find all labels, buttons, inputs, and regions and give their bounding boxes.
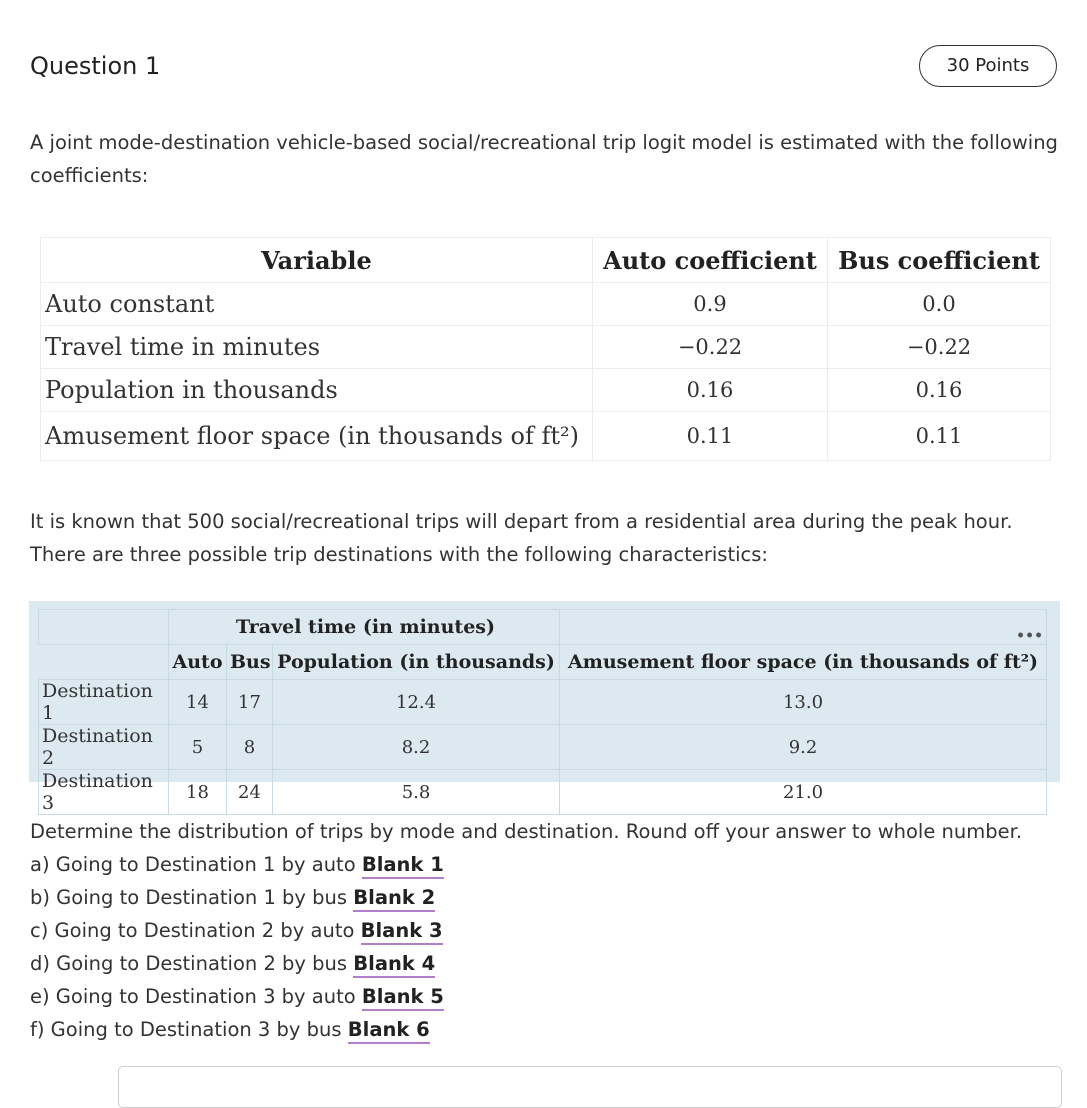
bus-coef-cell: 0.0 [828, 283, 1051, 326]
auto-time-cell: 14 [169, 680, 227, 725]
blank-2-dropdown[interactable]: Blank 2 [353, 886, 435, 912]
empty-header-cell [39, 610, 169, 645]
auto-coef-cell: 0.9 [593, 283, 828, 326]
auto-time-cell: 5 [169, 725, 227, 770]
bus-coef-cell: −0.22 [828, 326, 1051, 369]
auto-coef-cell: 0.11 [593, 412, 828, 461]
variable-cell: Amusement floor space (in thousands of ft²) [41, 412, 593, 461]
header-bus: Bus [227, 645, 273, 680]
part-item [30, 947, 1060, 980]
part-prompt: e) Going to Destination 3 by auto [30, 985, 356, 1008]
header-variable: Variable [41, 238, 593, 283]
destination-table-panel [29, 601, 1060, 814]
variable-cell: Population in thousands [41, 369, 593, 412]
population-cell: 8.2 [273, 725, 560, 770]
answer-box[interactable] [118, 1066, 1062, 1108]
question-context: It is known that 500 social/recreational trips will depart from a residential area during the peak hour. There are three possible trip destinations with the following characteristics: [30, 510, 1013, 566]
floor-space-cell: 9.2 [560, 725, 1047, 770]
part-item [30, 914, 1060, 947]
part-prompt: b) Going to Destination 1 by bus [30, 886, 348, 909]
header-population: Population (in thousands) [273, 645, 560, 680]
variable-cell: Auto constant [41, 283, 593, 326]
part-item [30, 980, 1060, 1013]
part-prompt: c) Going to Destination 2 by auto [30, 919, 355, 942]
part-item [30, 881, 1060, 914]
table-row [41, 369, 1051, 412]
variable-cell: Travel time in minutes [41, 326, 593, 369]
destination-name-cell: Destination 1 [39, 680, 169, 725]
destination-name-cell: Destination 3 [39, 770, 169, 815]
blank-6-dropdown[interactable]: Blank 6 [348, 1018, 430, 1044]
part-item [30, 848, 1060, 881]
part-list [30, 848, 1060, 1046]
table-row [39, 770, 1047, 815]
more-options-icon[interactable]: ••• [560, 610, 1047, 645]
coefficient-table [40, 237, 1051, 461]
floor-space-cell: 21.0 [560, 770, 1047, 815]
population-cell: 12.4 [273, 680, 560, 725]
destination-table-header [39, 645, 1047, 680]
blank-4-dropdown[interactable]: Blank 4 [353, 952, 435, 978]
floor-space-cell: 13.0 [560, 680, 1047, 725]
destination-table-group-header [39, 610, 1047, 645]
bus-time-cell: 24 [227, 770, 273, 815]
bus-coef-cell: 0.16 [828, 369, 1051, 412]
bus-time-cell: 8 [227, 725, 273, 770]
population-cell: 5.8 [273, 770, 560, 815]
blank-5-dropdown[interactable]: Blank 5 [362, 985, 444, 1011]
auto-coef-cell: −0.22 [593, 326, 828, 369]
header-travel-time: Travel time (in minutes) [169, 610, 560, 645]
blank-3-dropdown[interactable]: Blank 3 [361, 919, 443, 945]
bus-coef-cell: 0.11 [828, 412, 1051, 461]
auto-time-cell: 18 [169, 770, 227, 815]
part-prompt: a) Going to Destination 1 by auto [30, 853, 356, 876]
points-badge: 30 Points [919, 45, 1057, 87]
table-row [39, 725, 1047, 770]
question-intro: A joint mode-destination vehicle-based social/recreational trip logit model is estimated with the following coefficients: [30, 131, 1058, 187]
header-auto-coefficient: Auto coefficient [593, 238, 828, 283]
part-prompt: f) Going to Destination 3 by bus [30, 1018, 342, 1041]
auto-coef-cell: 0.16 [593, 369, 828, 412]
header-auto: Auto [169, 645, 227, 680]
table-row [41, 326, 1051, 369]
table-row [41, 412, 1051, 461]
part-prompt: d) Going to Destination 2 by bus [30, 952, 348, 975]
part-item [30, 1013, 1060, 1046]
question-title: Question 1 [30, 52, 161, 80]
destination-table [38, 609, 1047, 815]
table-row [39, 680, 1047, 725]
destination-name-cell: Destination 2 [39, 725, 169, 770]
table-row [41, 283, 1051, 326]
question-instruction: Determine the distribution of trips by mode and destination. Round off your answer to whole number. [30, 820, 1023, 843]
header-floor-space: Amusement floor space (in thousands of ft²) [560, 645, 1047, 680]
coefficient-table-header [41, 238, 1051, 283]
blank-1-dropdown[interactable]: Blank 1 [362, 853, 444, 879]
bus-time-cell: 17 [227, 680, 273, 725]
header-bus-coefficient: Bus coefficient [828, 238, 1051, 283]
empty-header-cell [39, 645, 169, 680]
